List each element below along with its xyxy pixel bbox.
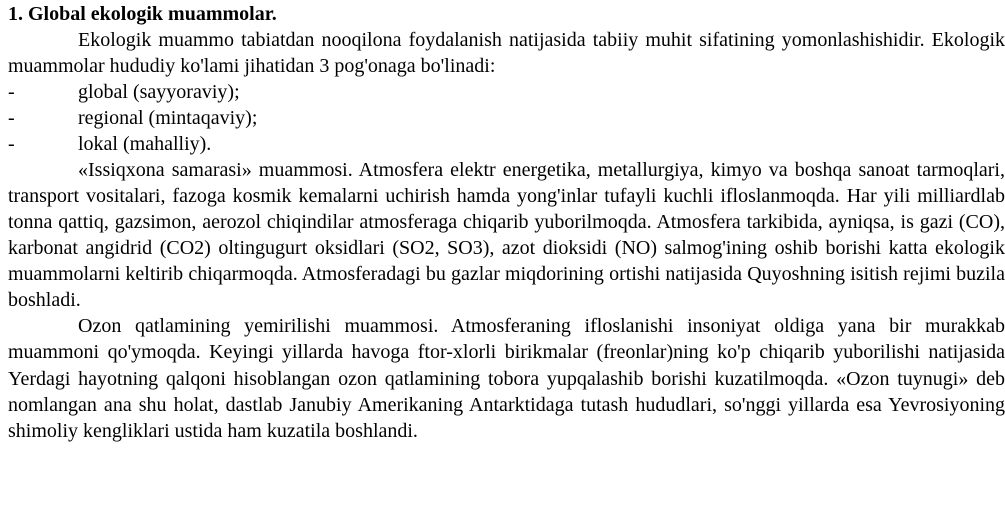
list-item-text: global (sayyoraviy); [78, 81, 240, 103]
intro-paragraph: Ekologik muammo tabiatdan nooqilona foydalanish natijasida tabiiy muhit sifatining yomonlashishidir. Ekologik muammolar hududiy ko'lami jihatidan 3 pog'onaga bo'linadi: [8, 29, 1005, 77]
list-dash: - [8, 81, 15, 103]
list-item-text: regional (mintaqaviy); [78, 107, 258, 129]
greenhouse-paragraph: «Issiqxona samarasi» muammosi. Atmosfera elektr energetika, metallurgiya, kimyo va boshqa sanoat tarmoqlari, transport vositalari, fazoga kosmik kemalarni uchirish hamda yong'inlar tufayli kuchli ifloslanmoqda. Har yili milliardlab tonna qattiq, gazsimon, aerozol chiqindilar atmosferaga chiqarib yuborilmoqda. Atmosfera tarkibida, ayniqsa, is gazi (CO), karbonat angidrid (CO2) oltingugurt oksidlari (SO2, SO3), azot dioksidi (NO) salmog'ining oshib borishi katta ekologik muammolarni keltirib chiqarmoqda. Atmosferadagi bu gazlar miqdorining ortishi natijasida Quyoshning isitish rejimi buzila boshladi. [8, 159, 1005, 311]
levels-list [8, 79, 1005, 157]
list-item-text: lokal (mahalliy). [78, 133, 212, 155]
list-item [8, 131, 1005, 157]
list-item [8, 79, 1005, 105]
section-heading: 1. Global ekologik muammolar. [8, 3, 277, 25]
list-item [8, 105, 1005, 131]
list-dash: - [8, 133, 15, 155]
ozone-paragraph: Ozon qatlamining yemirilishi muammosi. Atmosferaning ifloslanishi insoniyat oldiga yana bir murakkab muammoni qo'ymoqda. Keyingi yillarda havoga ftor-xlorli birikmalar (freonlar)ning ko'p chiqarib yuborilishi natijasida Yerdagi hayotning qalqoni hisoblangan ozon qatlamining tobora yupqalashib borishi kuzatilmoqda. «Ozon tuynugi» deb nomlangan ana shu holat, dastlab Janubiy Amerikaning Antarktidaga tutash hududlari, so'nggi yillarda esa Yevrosiyoning shimoliy kengliklari ustida ham kuzatila boshlandi. [8, 315, 1005, 443]
list-dash: - [8, 107, 15, 129]
